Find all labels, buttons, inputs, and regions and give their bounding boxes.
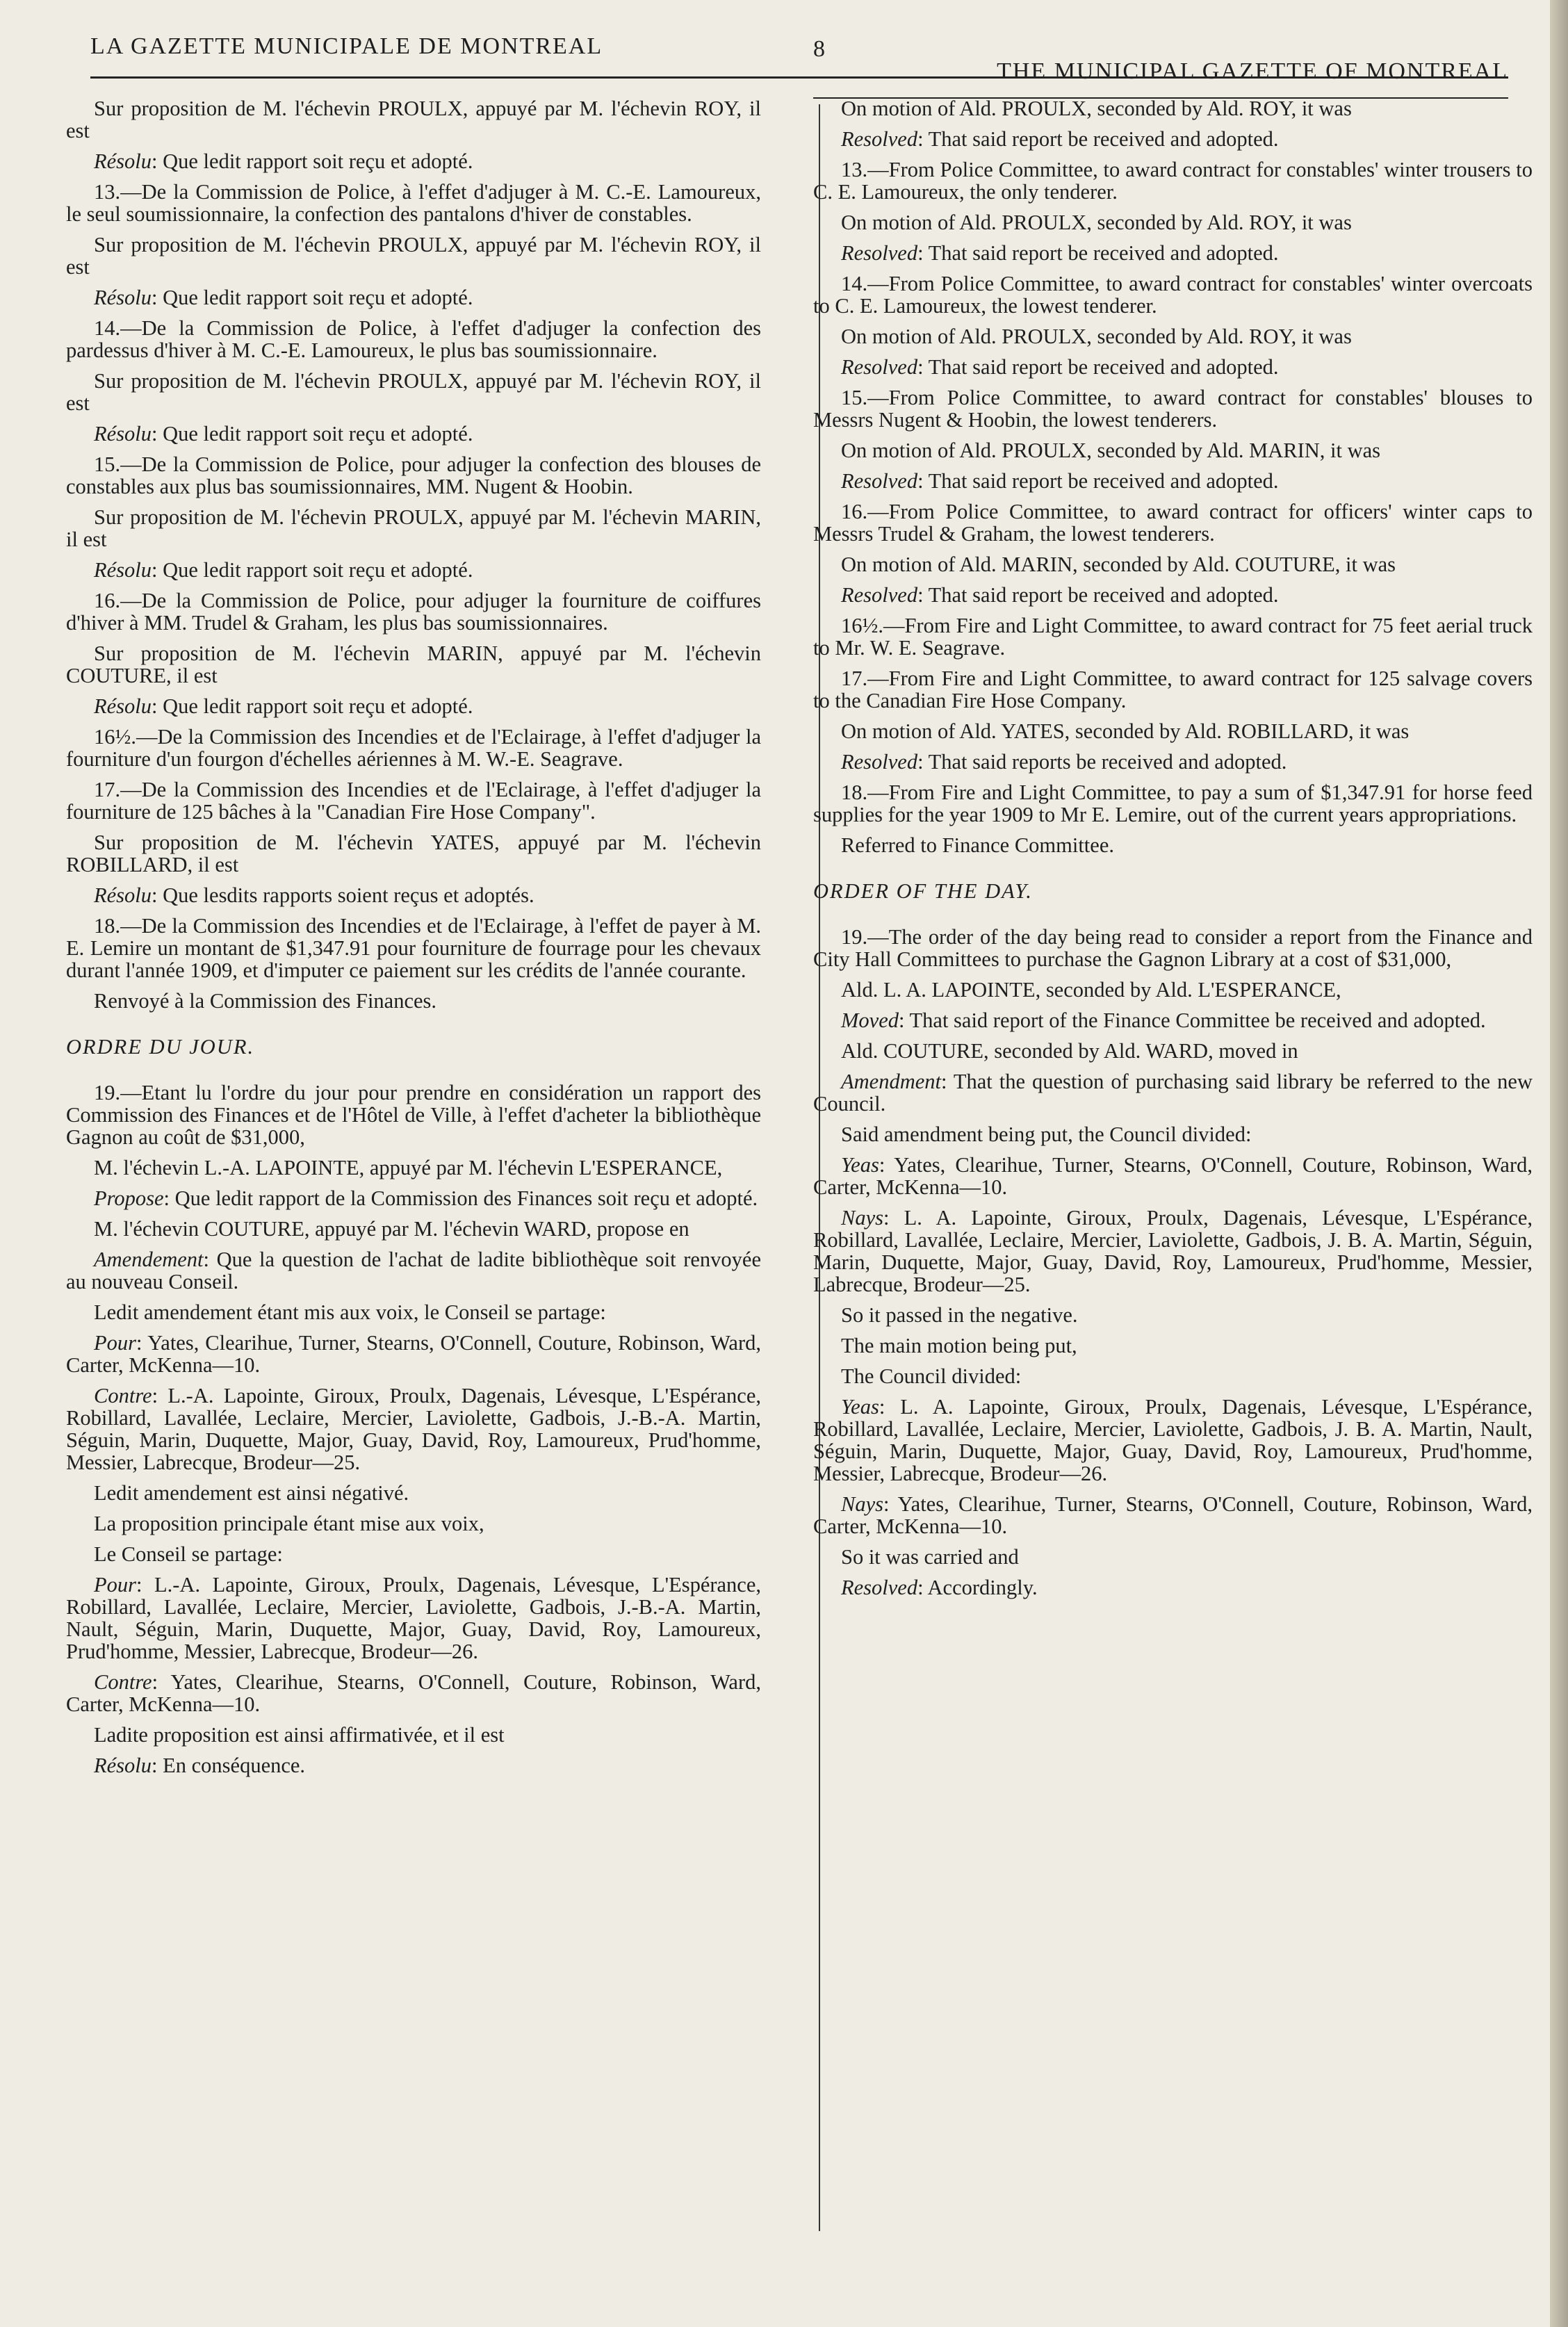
paragraph: On motion of Ald. PROULX, seconded by Ald. ROY, it was	[841, 211, 1352, 234]
paragraph: So it was carried and	[841, 1545, 1019, 1569]
resolution	[813, 584, 1533, 606]
resolution-label: Résolu	[94, 694, 152, 718]
amendment	[813, 1070, 1533, 1115]
paragraph: So it passed in the negative.	[841, 1303, 1078, 1327]
resolution-label: Resolved	[841, 583, 918, 607]
paragraph: Renvoyé à la Commission des Finances.	[94, 989, 437, 1013]
resolution-label: Resolved	[841, 1576, 918, 1599]
page-number: 8	[813, 36, 826, 62]
vote-names: : Yates, Clearihue, Turner, Stearns, O'Connell, Couture, Robinson, Ward, Carter, McKenna—10.	[813, 1153, 1533, 1199]
vote-for	[813, 1154, 1533, 1198]
vote-label: Contre	[94, 1670, 152, 1694]
resolution	[813, 1576, 1533, 1599]
paragraph: 14.—From Police Committee, to award contract for constables' winter overcoats to C. E. Lamoureux, the lowest tenderer.	[813, 272, 1533, 318]
vote-against	[813, 1207, 1533, 1296]
paragraph: Said amendment being put, the Council divided:	[841, 1122, 1252, 1146]
paragraph: 17.—From Fire and Light Committee, to award contract for 125 salvage covers to the Canadian Fire Hose Company.	[813, 667, 1533, 712]
resolution	[66, 695, 761, 717]
paragraph: 18.—De la Commission des Incendies et de l'Eclairage, à l'effet de payer à M. E. Lemire un montant de $1,347.91 pour fourniture de fourrage pour les chevaux durant l'année 1909, et d'imputer ce paiement sur les crédits de l'année courante.	[66, 914, 761, 982]
paragraph: 18.—From Fire and Light Committee, to pay a sum of $1,347.91 for horse feed supplies for the year 1909 to Mr E. Lemire, out of the current years appropriations.	[813, 781, 1533, 826]
resolution	[813, 470, 1533, 492]
paragraph: 19.—The order of the day being read to consider a report from the Finance and City Hall Committees to purchase the Gagnon Library at a cost of $31,000,	[813, 925, 1533, 971]
vote-label: Contre	[94, 1384, 152, 1407]
resolution-label: Résolu	[94, 883, 152, 907]
amendment-label: Amendment	[841, 1070, 941, 1093]
paragraph: 16½.—From Fire and Light Committee, to award contract for 75 feet aerial truck to Mr. W. E. Seagrave.	[813, 614, 1533, 660]
vote-label: Pour	[94, 1331, 136, 1355]
resolution-text: : That said reports be received and adopted.	[917, 750, 1287, 774]
vote-against	[66, 1671, 761, 1715]
vote-label: Pour	[94, 1573, 136, 1597]
resolution-label: Résolu	[94, 422, 152, 446]
resolution-text: : That said report be received and adopted.	[917, 583, 1279, 607]
paragraph: 13.—De la Commission de Police, à l'effet d'adjuger à M. C.-E. Lamoureux, le seul soumissionnaire, la confection des pantalons d'hiver de constables.	[66, 180, 761, 226]
paragraph: M. l'échevin COUTURE, appuyé par M. l'échevin WARD, propose en	[94, 1217, 689, 1241]
resolution-text: : Accordingly.	[917, 1576, 1038, 1599]
vote-names: : L. A. Lapointe, Giroux, Proulx, Dagenais, Lévesque, L'Espérance, Robillard, Lavallée, Leclaire, Mercier, Laviolette, Gadbois, J. B. A. Martin, Nault, Séguin, Marin, Duquette, Major, Guay, David, Roy, Lamoureux, Prud'homme, Messier, Labrecque, Brodeur—26.	[813, 1395, 1533, 1485]
paragraph: Sur proposition de M. l'échevin PROULX, appuyé par M. l'échevin ROY, il est	[66, 97, 761, 142]
resolution-label: Résolu	[94, 1754, 152, 1777]
paragraph: 16½.—De la Commission des Incendies et de l'Eclairage, à l'effet d'adjuger la fourniture d'un fourgon d'échelles aériennes à M. W.-E. Seagrave.	[66, 725, 761, 771]
paragraph: M. l'échevin L.-A. LAPOINTE, appuyé par M. l'échevin L'ESPERANCE,	[94, 1156, 723, 1179]
paragraph: Ledit amendement est ainsi négativé.	[94, 1481, 409, 1505]
resolution-label: Resolved	[841, 750, 918, 774]
resolution-text: : Que ledit rapport soit reçu et adopté.	[152, 286, 473, 309]
paragraph: On motion of Ald. PROULX, seconded by Ald. MARIN, it was	[841, 439, 1381, 462]
resolution	[813, 751, 1533, 773]
paragraph: The Council divided:	[841, 1364, 1022, 1388]
vote-label: Nays	[841, 1206, 883, 1230]
vote-label: Yeas	[841, 1395, 879, 1419]
paragraph: 15.—From Police Committee, to award contract for constables' blouses to Messrs Nugent & Hoobin, the lowest tenderers.	[813, 386, 1533, 432]
paragraph: Ald. COUTURE, seconded by Ald. WARD, moved in	[841, 1039, 1298, 1063]
vote-names: : Yates, Clearihue, Stearns, O'Connell, Couture, Robinson, Ward, Carter, McKenna—10.	[66, 1670, 761, 1716]
resolution-text: : That said report be received and adopted.	[917, 241, 1279, 265]
resolution-text: : Que lesdits rapports soient reçus et adoptés.	[152, 883, 534, 907]
french-column	[66, 97, 761, 1785]
paragraph: 17.—De la Commission des Incendies et de l'Eclairage, à l'effet d'adjuger la fourniture de 125 bâches à la "Canadian Fire Hose Company".	[66, 778, 761, 824]
header-rule	[90, 76, 1508, 79]
resolution	[66, 150, 761, 172]
resolution	[66, 1754, 761, 1777]
vote-names: : L.-A. Lapointe, Giroux, Proulx, Dagenais, Lévesque, L'Espérance, Robillard, Lavallée, Leclaire, Mercier, Laviolette, Gadbois, J.-B.-A. Martin, Nault, Séguin, Marin, Duquette, Major, Guay, David, Roy, Lamoureux, Prud'homme, Messier, Labrecque, Brodeur—26.	[66, 1573, 761, 1663]
motion-text: : That said report of the Finance Committee be received and adopted.	[898, 1009, 1486, 1032]
vote-names: : L. A. Lapointe, Giroux, Proulx, Dagenais, Lévesque, L'Espérance, Robillard, Lavallée, Leclaire, Mercier, Laviolette, Gadbois, J. B. A. Martin, Séguin, Marin, Duquette, Major, Guay, David, Roy, Lamoureux, Prud'homme, Messier, Labrecque, Brodeur—25.	[813, 1206, 1533, 1296]
resolution	[813, 356, 1533, 378]
motion-label: Propose	[94, 1186, 164, 1210]
resolution-label: Résolu	[94, 286, 152, 309]
paragraph: Ladite proposition est ainsi affirmativée, et il est	[94, 1723, 505, 1747]
resolution	[66, 423, 761, 445]
motion	[66, 1187, 761, 1209]
page-header	[90, 28, 1508, 84]
vote-label: Nays	[841, 1492, 883, 1516]
paragraph: On motion of Ald. PROULX, seconded by Ald. ROY, it was	[841, 97, 1352, 120]
vote-against	[813, 1493, 1533, 1537]
paragraph: 14.—De la Commission de Police, à l'effet d'adjuger la confection des pardessus d'hiver à M. C.-E. Lamoureux, le plus bas soumissionnaire.	[66, 316, 761, 362]
paragraph: 15.—De la Commission de Police, pour adjuger la confection des blouses de constables aux plus bas soumissionnaires, MM. Nugent & Hoobin.	[66, 452, 761, 498]
paragraph: Referred to Finance Committee.	[841, 833, 1114, 857]
resolution	[813, 242, 1533, 264]
amendment-text: : Que la question de l'achat de ladite bibliothèque soit renvoyée au nouveau Conseil.	[66, 1248, 761, 1293]
paragraph: La proposition principale étant mise aux voix,	[94, 1512, 484, 1535]
header-title-english: THE MUNICIPAL GAZETTE OF MONTREAL	[997, 58, 1508, 84]
page-binding-edge	[1550, 0, 1568, 2327]
resolution-label: Resolved	[841, 469, 918, 493]
vote-names: : Yates, Clearihue, Turner, Stearns, O'Connell, Couture, Robinson, Ward, Carter, McKenna—10.	[66, 1331, 761, 1377]
motion-text: : Que ledit rapport de la Commission des Finances soit reçu et adopté.	[163, 1186, 758, 1210]
paragraph: Sur proposition de M. l'échevin PROULX, appuyé par M. l'échevin ROY, il est	[66, 233, 761, 279]
resolution-text: : That said report be received and adopted.	[917, 355, 1279, 379]
vote-for	[66, 1332, 761, 1376]
paragraph: Sur proposition de M. l'échevin YATES, appuyé par M. l'échevin ROBILLARD, il est	[66, 831, 761, 876]
header-title-french: LA GAZETTE MUNICIPALE DE MONTREAL	[90, 33, 603, 59]
paragraph: 19.—Etant lu l'ordre du jour pour prendre en considération un rapport des Commission des Finances et de l'Hôtel de Ville, à l'effet d'acheter la bibliothèque Gagnon au coût de $31,000,	[66, 1081, 761, 1149]
vote-names: : L.-A. Lapointe, Giroux, Proulx, Dagenais, Lévesque, L'Espérance, Robillard, Lavallée, Leclaire, Mercier, Laviolette, Gadbois, J.-B.-A. Martin, Séguin, Marin, Duquette, Major, Guay, David, Roy, Lamoureux, Prud'homme, Messier, Labrecque, Brodeur—25.	[66, 1384, 761, 1474]
paragraph: Sur proposition de M. l'échevin PROULX, appuyé par M. l'échevin ROY, il est	[66, 369, 761, 415]
vote-for	[813, 1396, 1533, 1485]
paragraph: On motion of Ald. PROULX, seconded by Ald. ROY, it was	[841, 325, 1352, 348]
resolution-label: Résolu	[94, 558, 152, 582]
resolution	[813, 128, 1533, 150]
resolution	[66, 559, 761, 581]
amendment-text: : That the question of purchasing said library be referred to the new Council.	[813, 1070, 1533, 1116]
paragraph: Ledit amendement étant mis aux voix, le Conseil se partage:	[94, 1300, 606, 1324]
vote-against	[66, 1385, 761, 1473]
vote-label: Yeas	[841, 1153, 879, 1177]
motion	[813, 1009, 1533, 1031]
vote-names: : Yates, Clearihue, Turner, Stearns, O'Connell, Couture, Robinson, Ward, Carter, McKenna—10.	[813, 1492, 1533, 1538]
section-heading: ORDER OF THE DAY.	[813, 879, 1033, 903]
resolution-text: : Que ledit rapport soit reçu et adopté.	[152, 149, 473, 173]
resolution-text: : That said report be received and adopted.	[917, 469, 1279, 493]
paragraph: Le Conseil se partage:	[94, 1542, 283, 1566]
paragraph: Sur proposition de M. l'échevin PROULX, appuyé par M. l'échevin MARIN, il est	[66, 505, 761, 551]
paragraph: 16.—De la Commission de Police, pour adjuger la fourniture de coiffures d'hiver à MM. Trudel & Graham, les plus bas soumissionnaires.	[66, 589, 761, 635]
amendment	[66, 1248, 761, 1293]
paragraph: Ald. L. A. LAPOINTE, seconded by Ald. L'ESPERANCE,	[841, 978, 1341, 1002]
paragraph: On motion of Ald. MARIN, seconded by Ald. COUTURE, it was	[841, 553, 1396, 576]
resolution-text: : En conséquence.	[152, 1754, 306, 1777]
resolution-label: Resolved	[841, 355, 918, 379]
resolution	[66, 286, 761, 309]
resolution-text: : Que ledit rapport soit reçu et adopté.	[152, 422, 473, 446]
resolution-label: Résolu	[94, 149, 152, 173]
amendment-label: Amendement	[94, 1248, 204, 1271]
paragraph: Sur proposition de M. l'échevin MARIN, appuyé par M. l'échevin COUTURE, il est	[66, 642, 761, 687]
english-column	[813, 97, 1533, 1607]
paragraph: On motion of Ald. YATES, seconded by Ald. ROBILLARD, it was	[841, 719, 1410, 743]
motion-label: Moved	[841, 1009, 899, 1032]
vote-for	[66, 1574, 761, 1663]
section-heading: ORDRE DU JOUR.	[66, 1035, 255, 1059]
resolution-label: Resolved	[841, 241, 918, 265]
resolution-text: : Que ledit rapport soit reçu et adopté.	[152, 558, 473, 582]
paragraph: 13.—From Police Committee, to award contract for constables' winter trousers to C. E. Lamoureux, the only tenderer.	[813, 158, 1533, 204]
paragraph: The main motion being put,	[841, 1334, 1077, 1357]
resolution	[66, 884, 761, 906]
resolution-text: : Que ledit rapport soit reçu et adopté.	[152, 694, 473, 718]
paragraph: 16.—From Police Committee, to award contract for officers' winter caps to Messrs Trudel & Graham, the lowest tenderers.	[813, 500, 1533, 546]
resolution-text: : That said report be received and adopted.	[917, 127, 1279, 151]
resolution-label: Resolved	[841, 127, 918, 151]
